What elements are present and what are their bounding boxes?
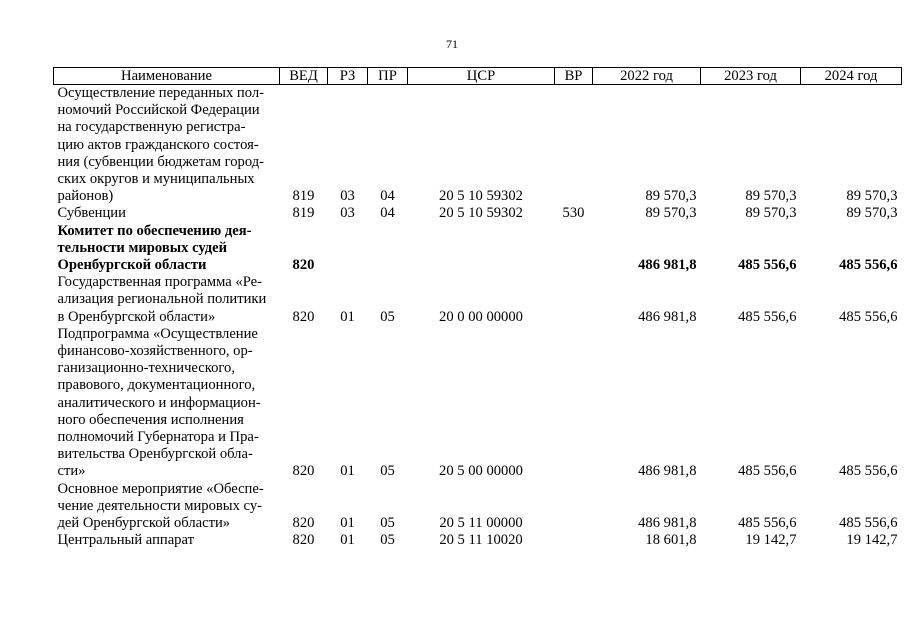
table-row <box>54 274 902 326</box>
cell-2023: 485 556,6 <box>738 515 797 532</box>
cell-rz: 01 <box>340 308 355 325</box>
cell-vr <box>555 532 593 549</box>
cell-csr: 20 5 10 59302 <box>439 205 523 222</box>
cell-pr: 05 <box>380 308 395 325</box>
cell-pr: 05 <box>380 532 395 549</box>
cell-csr: 20 5 10 59302 <box>439 188 523 205</box>
table-row <box>54 205 902 222</box>
cell-csr: 20 5 00 00000 <box>439 463 523 480</box>
cell-2023: 485 556,6 <box>738 463 797 480</box>
name-line: ских округов и муниципальных <box>57 171 255 188</box>
name-line: вительства Оренбургской обла- <box>57 446 253 463</box>
cell-2023: 19 142,7 <box>745 532 797 549</box>
cell-csr <box>408 223 555 275</box>
cell-vr <box>555 326 593 481</box>
cell-name <box>54 205 280 222</box>
name-line: Подпрограмма «Осуществление <box>57 325 258 342</box>
header-csr: ЦСР <box>408 68 555 85</box>
page-number: 71 <box>446 37 458 51</box>
name-line: Государственная программа «Ре- <box>57 274 262 291</box>
table-row <box>54 481 902 533</box>
table-header-row <box>54 68 902 85</box>
cell-rz: 01 <box>340 515 355 532</box>
cell-2022: 486 981,8 <box>638 308 697 325</box>
name-line: чение деятельности мировых су- <box>57 497 262 514</box>
cell-rz: 03 <box>340 188 355 205</box>
cell-name <box>54 481 280 533</box>
header-rz: РЗ <box>328 68 368 85</box>
header-ved: ВЕД <box>280 68 328 85</box>
name-line: правового, документационного, <box>57 377 256 394</box>
name-line: номочий Российской Федерации <box>57 102 260 119</box>
cell-2024: 485 556,6 <box>839 257 898 274</box>
cell-vr: 530 <box>562 205 585 222</box>
header-2023: 2023 год <box>701 68 801 85</box>
table-row <box>54 223 902 275</box>
cell-2023: 485 556,6 <box>738 308 797 325</box>
cell-rz: 01 <box>340 463 355 480</box>
cell-2024: 19 142,7 <box>846 532 898 549</box>
table-body <box>54 85 902 550</box>
cell-vr <box>555 223 593 275</box>
table-row <box>54 532 902 549</box>
budget-table <box>53 67 902 549</box>
name-line: ганизационно-технического, <box>57 360 235 377</box>
header-vr: ВР <box>555 68 593 85</box>
cell-name <box>54 274 280 326</box>
cell-ved: 819 <box>292 205 315 222</box>
name-line: Субвенции <box>57 205 126 222</box>
name-line: на государственную регистра- <box>57 119 246 136</box>
cell-vr <box>555 481 593 533</box>
name-line: ализация региональной политики <box>57 291 267 308</box>
cell-2022: 18 601,8 <box>645 532 697 549</box>
cell-2024: 485 556,6 <box>839 515 898 532</box>
name-line: Оренбургской области <box>57 257 207 274</box>
cell-pr: 04 <box>380 205 395 222</box>
header-name: Наименование <box>54 68 280 85</box>
header-2022: 2022 год <box>593 68 701 85</box>
cell-ved: 820 <box>292 463 315 480</box>
name-line: в Оренбургской области» <box>57 308 216 325</box>
cell-ved: 820 <box>292 515 315 532</box>
header-pr: ПР <box>368 68 408 85</box>
cell-2022: 486 981,8 <box>638 515 697 532</box>
cell-name <box>54 85 280 206</box>
name-line: ного обеспечения исполнения <box>57 411 244 428</box>
header-2024: 2024 год <box>801 68 902 85</box>
cell-2023: 89 570,3 <box>745 188 797 205</box>
cell-vr <box>555 85 593 206</box>
cell-rz: 03 <box>340 205 355 222</box>
cell-ved: 820 <box>292 308 315 325</box>
name-line: ния (субвенции бюджетам город- <box>57 153 264 170</box>
name-line: цию актов гражданского состоя- <box>57 136 259 153</box>
cell-rz <box>328 223 368 275</box>
cell-2022: 486 981,8 <box>638 463 697 480</box>
name-line: сти» <box>57 463 86 480</box>
cell-2022: 89 570,3 <box>645 188 697 205</box>
name-line: Комитет по обеспечению дея- <box>57 222 252 239</box>
cell-2023: 89 570,3 <box>745 205 797 222</box>
cell-name <box>54 223 280 275</box>
table-row <box>54 326 902 481</box>
name-line: тельности мировых судей <box>57 239 228 256</box>
cell-ved: 819 <box>292 188 315 205</box>
cell-ved: 820 <box>292 257 315 274</box>
name-line: районов) <box>57 188 114 205</box>
table-row <box>54 85 902 206</box>
name-line: дей Оренбургской области» <box>57 515 231 532</box>
cell-2024: 89 570,3 <box>846 188 898 205</box>
name-line: Центральный аппарат <box>57 532 194 549</box>
cell-csr: 20 5 11 00000 <box>439 515 523 532</box>
cell-2022: 89 570,3 <box>645 205 697 222</box>
cell-pr: 05 <box>380 515 395 532</box>
cell-2022: 486 981,8 <box>638 257 697 274</box>
cell-pr <box>368 223 408 275</box>
cell-name <box>54 326 280 481</box>
cell-2024: 485 556,6 <box>839 463 898 480</box>
cell-rz: 01 <box>340 532 355 549</box>
cell-pr: 05 <box>380 463 395 480</box>
cell-vr <box>555 274 593 326</box>
cell-2023: 485 556,6 <box>738 257 797 274</box>
cell-ved: 820 <box>292 532 315 549</box>
cell-2024: 485 556,6 <box>839 308 898 325</box>
name-line: полномочий Губернатора и Пра- <box>57 429 259 446</box>
name-line: аналитического и информацион- <box>57 394 261 411</box>
name-line: Основное мероприятие «Обеспе- <box>57 480 264 497</box>
name-line: финансово-хозяйственного, ор- <box>57 343 253 360</box>
name-line: Осуществление переданных пол- <box>57 85 264 101</box>
cell-name <box>54 532 280 549</box>
cell-csr: 20 0 00 00000 <box>439 308 523 325</box>
cell-pr: 04 <box>380 188 395 205</box>
cell-csr: 20 5 11 10020 <box>439 532 523 549</box>
cell-2024: 89 570,3 <box>846 205 898 222</box>
